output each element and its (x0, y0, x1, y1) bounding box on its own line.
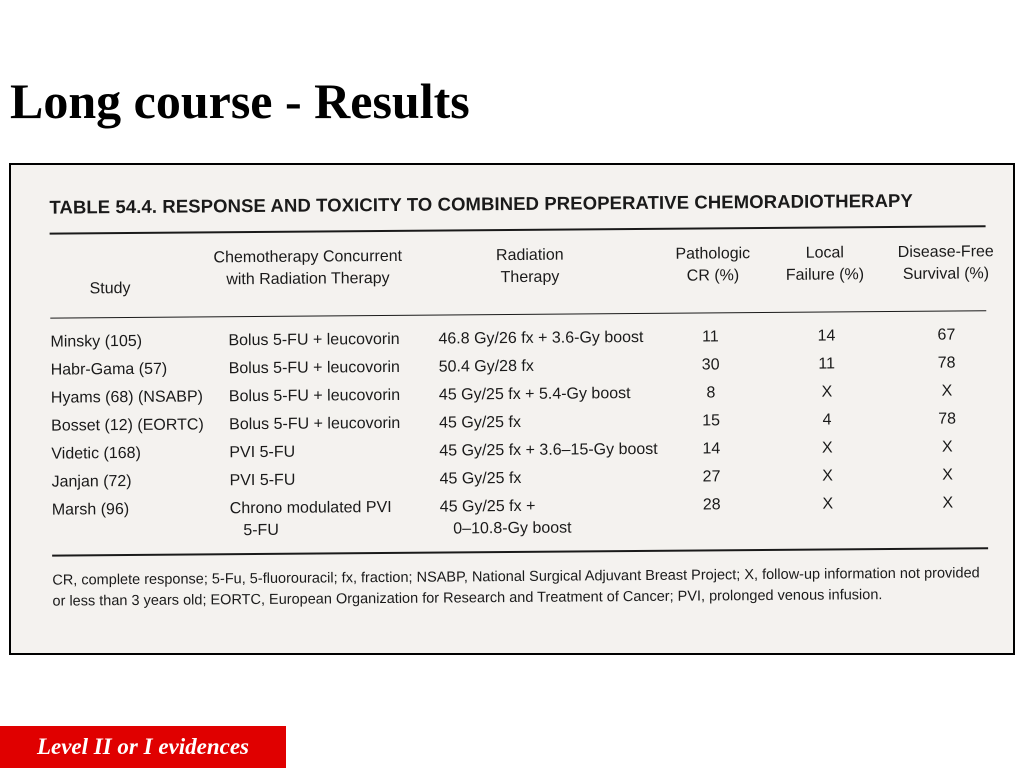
cell-radiation: 45 Gy/25 fx + 3.6–15-Gy boost (439, 440, 658, 460)
cell-local-failure: X (821, 439, 833, 457)
cell-dfs: X (941, 438, 953, 456)
table-caption: TABLE 54.4. RESPONSE AND TOXICITY TO COMBINED PREOPERATIVE CHEMORADIOTHERAPY (49, 189, 913, 218)
cell-radiation: 45 Gy/25 fx (439, 469, 522, 488)
cell-radiation: 45 Gy/25 fx (439, 413, 522, 432)
cell-dfs: 78 (938, 410, 957, 428)
cell-chemo: Bolus 5-FU + leucovorin (228, 358, 400, 378)
header-pathologic-cr: Pathologic CR (%) (675, 245, 751, 285)
cell-pathologic-cr: 11 (702, 328, 719, 346)
header-disease-free-survival: Disease-Free Survival (%) (897, 243, 994, 283)
cell-pathologic-cr: 15 (702, 412, 721, 430)
cell-pathologic-cr: 14 (702, 440, 721, 458)
cell-pathologic-cr: 30 (701, 356, 720, 374)
cell-chemo: PVI 5-FU (229, 471, 296, 490)
cell-radiation: 50.4 Gy/28 fx (438, 357, 534, 376)
cell-chemo: PVI 5-FU (229, 443, 296, 462)
cell-study: Janjan (72) (51, 472, 132, 491)
evidence-level-badge (0, 726, 286, 768)
slide-title: Long course - Results (10, 73, 470, 129)
cell-local-failure: X (822, 467, 833, 485)
cell-local-failure: 4 (822, 411, 832, 429)
cell-pathologic-cr: 27 (702, 468, 721, 486)
cell-dfs: X (941, 382, 953, 400)
cell-study: Hyams (68) (NSABP) (50, 388, 203, 407)
cell-dfs: 67 (937, 326, 956, 344)
cell-pathologic-cr: 8 (706, 384, 716, 402)
table-top-rule (50, 225, 986, 234)
header-study: Study (89, 279, 131, 298)
cell-chemo: Chrono modulated PVI 5-FU (229, 498, 392, 540)
cell-study: Minsky (105) (50, 332, 143, 351)
table-image-frame (9, 163, 1015, 655)
table-footnote: CR, complete response; 5-Fu, 5-fluorouracil; fx, fraction; NSABP, National Surgical Adjuvant Breast Project; X, follow-up information not provided or less than 3 years old; EORTC, European Organization for Research and Treatment of Cancer; PVI, prolonged venous infusion. (52, 565, 980, 610)
cell-chemo: Bolus 5-FU + leucovorin (228, 330, 400, 350)
table-content (9, 163, 1015, 655)
cell-radiation: 45 Gy/25 fx + 0–10.8-Gy boost (439, 497, 572, 538)
cell-radiation: 46.8 Gy/26 fx + 3.6-Gy boost (438, 328, 644, 348)
table-header-rule (50, 310, 986, 318)
cell-study: Habr-Gama (57) (50, 360, 168, 379)
cell-dfs: X (942, 466, 953, 484)
table-bottom-rule (52, 547, 988, 556)
cell-study: Videtic (168) (51, 444, 141, 463)
cell-study: Bosset (12) (EORTC) (51, 416, 204, 435)
header-radiation: Radiation Therapy (495, 246, 564, 287)
cell-local-failure: X (822, 495, 834, 513)
cell-chemo: Bolus 5-FU + leucovorin (228, 386, 401, 406)
cell-local-failure: 14 (817, 327, 836, 345)
cell-study: Marsh (96) (51, 501, 130, 519)
evidence-level-text: Level II or I evidences (36, 734, 250, 759)
cell-local-failure: 11 (818, 355, 836, 373)
cell-pathologic-cr: 28 (702, 496, 721, 514)
cell-dfs: 78 (937, 354, 956, 372)
header-local-failure: Local Failure (%) (785, 244, 865, 284)
cell-radiation: 45 Gy/25 fx + 5.4-Gy boost (438, 385, 631, 404)
header-chemotherapy: Chemotherapy Concurrent with Radiation Therapy (213, 247, 403, 289)
cell-dfs: X (942, 494, 954, 512)
cell-local-failure: X (821, 383, 833, 401)
cell-chemo: Bolus 5-FU + leucovorin (229, 414, 401, 434)
